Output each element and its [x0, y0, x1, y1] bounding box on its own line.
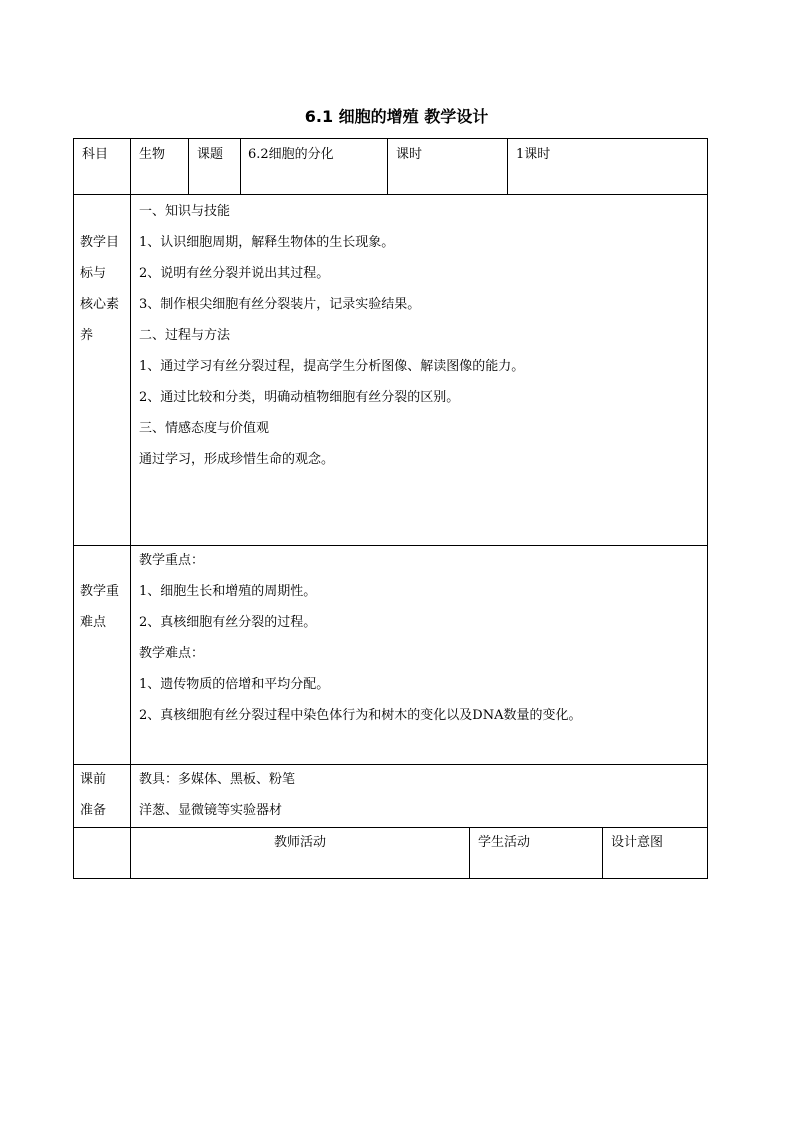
- table-rule: [602, 827, 603, 879]
- objectives-content: [139, 204, 524, 483]
- table-rule: [73, 545, 708, 546]
- table-rule: [188, 138, 189, 195]
- topic-label: 课题: [197, 147, 224, 162]
- table-rule: [387, 138, 388, 195]
- objectives-label-line: 核心素: [80, 297, 120, 312]
- key-points-line: 教学难点：: [139, 646, 205, 661]
- key-points-label: [80, 584, 119, 646]
- table-rule: [73, 764, 708, 765]
- design-intent-header: 设计意图: [611, 835, 664, 850]
- preparation-label: [80, 772, 106, 834]
- preparation-line: 教具：多媒体、黑板、粉笔: [139, 772, 296, 787]
- key-points-line: 1、遗传物质的倍增和平均分配。: [139, 677, 330, 692]
- preparation-label-line: 课前: [80, 772, 107, 787]
- student-activity-header: 学生活动: [478, 835, 531, 850]
- key-points-line: 2、真核细胞有丝分裂的过程。: [139, 615, 317, 630]
- table-rule: [707, 138, 708, 879]
- class-hours-label: 课时: [396, 147, 423, 162]
- objectives-line: 二、过程与方法: [139, 328, 231, 343]
- objectives-line: 3、制作根尖细胞有丝分裂装片，记录实验结果。: [139, 297, 421, 312]
- objectives-line: 2、通过比较和分类，明确动植物细胞有丝分裂的区别。: [139, 390, 460, 405]
- table-rule: [240, 138, 241, 195]
- objectives-line: 三、情感态度与价值观: [139, 421, 270, 436]
- table-rule: [73, 878, 708, 879]
- key-points-line: 1、细胞生长和增殖的周期性。: [139, 584, 317, 599]
- table-rule: [469, 827, 470, 879]
- objectives-line: 1、通过学习有丝分裂过程，提高学生分析图像、解读图像的能力。: [139, 359, 525, 374]
- preparation-label-line: 准备: [80, 803, 107, 818]
- table-rule: [130, 138, 131, 879]
- objectives-label-line: 教学目: [80, 235, 120, 250]
- objectives-label-line: 标与: [80, 266, 107, 281]
- document-title: 6.1 细胞的增殖 教学设计: [304, 107, 489, 126]
- table-rule: [73, 194, 708, 195]
- objectives-line: 通过学习，形成珍惜生命的观念。: [139, 452, 335, 467]
- objectives-label: [80, 235, 119, 359]
- objectives-line: 2、说明有丝分裂并说出其过程。: [139, 266, 330, 281]
- class-hours-value: 1课时: [516, 147, 551, 162]
- table-rule: [73, 138, 708, 139]
- objectives-line: 1、认识细胞周期，解释生物体的生长现象。: [139, 235, 395, 250]
- objectives-line: 一、知识与技能: [139, 204, 231, 219]
- preparation-line: 洋葱、显微镜等实验器材: [139, 803, 283, 818]
- subject-value: 生物: [139, 147, 166, 162]
- table-rule: [73, 138, 74, 879]
- objectives-label-line: 养: [80, 328, 94, 343]
- key-points-content: [139, 553, 581, 739]
- key-points-line: 2、真核细胞有丝分裂过程中染色体行为和树木的变化以及DNA数量的变化。: [139, 708, 582, 723]
- key-points-label-line: 难点: [80, 615, 107, 630]
- preparation-content: [139, 772, 295, 834]
- table-rule: [507, 138, 508, 195]
- teacher-activity-header: 教师活动: [273, 835, 326, 850]
- key-points-label-line: 教学重: [80, 584, 120, 599]
- subject-label: 科目: [82, 147, 109, 162]
- topic-value: 6.2细胞的分化: [248, 147, 334, 162]
- lesson-plan-table: [73, 138, 708, 879]
- key-points-line: 教学重点：: [139, 553, 205, 568]
